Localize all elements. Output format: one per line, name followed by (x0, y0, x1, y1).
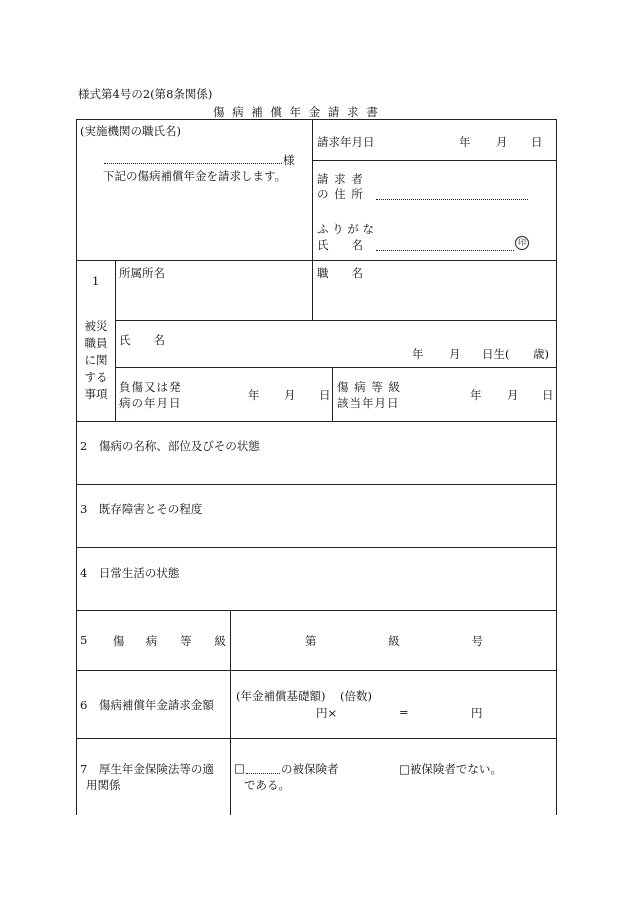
form-number: 様式第4号の2(第8条関係) (78, 87, 213, 101)
institution-label: (実施機関の職氏名) (80, 124, 181, 138)
base-amount-field[interactable]: 円× (316, 706, 338, 720)
claimant-address-label-1: 請 求 者 (317, 172, 364, 186)
grade-date-year[interactable]: 年 (470, 388, 482, 402)
form-title: 傷 病 補 償 年 金 請 求 書 (213, 105, 380, 119)
sama-honorific: 様 (283, 153, 295, 167)
seal-icon: 印 (515, 236, 529, 250)
request-statement: 下記の傷病補償年金を請求します。 (103, 169, 287, 183)
section1-side-label: 被災 職員 に関 する 事項 (84, 319, 108, 401)
position-label: 職 名 (317, 266, 363, 280)
request-date-month[interactable]: 月 (496, 135, 508, 149)
age[interactable]: 歳) (533, 347, 549, 361)
section3-label: 3 既存障害とその程度 (80, 502, 203, 516)
claimant-address-label-2: の 住 所 (317, 187, 364, 201)
claimant-address-field[interactable] (376, 199, 528, 200)
injury-date-label-2: 病の年月日 (119, 396, 182, 410)
injury-date-month[interactable]: 月 (284, 388, 296, 402)
claimant-name-field[interactable] (376, 250, 514, 251)
injury-date-label-1: 負傷又は発 (119, 380, 182, 394)
base-amount-label: (年金補償基礎額) (236, 689, 326, 703)
birth-year[interactable]: 年 (412, 347, 424, 361)
victim-name-label: 氏 名 (119, 333, 165, 347)
grade-date-label-2: 該当年月日 (337, 396, 400, 410)
section2-label: 2 傷病の名称、部位及びその状態 (80, 439, 260, 453)
request-date-year[interactable]: 年 (459, 135, 471, 149)
injury-date-day[interactable]: 日 (319, 388, 331, 402)
equals-sign: = (399, 705, 409, 719)
institution-name-field[interactable] (104, 163, 282, 164)
birth-day[interactable]: 日生( (482, 347, 510, 361)
insured-label: の被保険者 (281, 762, 339, 776)
section5-grade-value[interactable]: 第 級 号 (305, 634, 483, 648)
section5-label: 5 傷 病 等 級 (80, 633, 226, 648)
office-name-label: 所属所名 (119, 266, 165, 280)
request-date-label: 請求年月日 (317, 135, 375, 149)
grade-date-day[interactable]: 日 (542, 388, 554, 402)
section7-label-1: 7 厚生年金保険法等の適 (80, 762, 214, 776)
insurance-type-field[interactable] (246, 773, 280, 774)
claimant-name-label: 氏 名 (317, 238, 363, 252)
multiplier-label: (倍数) (340, 689, 372, 703)
section6-label: 6 傷病補償年金請求金額 (80, 698, 214, 712)
insured-checkbox[interactable]: □ (234, 761, 245, 775)
not-insured-checkbox[interactable]: □被保険者でない。 (399, 762, 502, 776)
section7-label-2: 用関係 (86, 778, 121, 792)
section4-label: 4 日常生活の状態 (80, 566, 180, 580)
birth-month[interactable]: 月 (449, 347, 461, 361)
insured-label-line2: である。 (244, 778, 290, 792)
furigana-label: ふ り が な (317, 222, 374, 236)
grade-date-month[interactable]: 月 (507, 388, 519, 402)
grade-date-label-1: 傷 病 等 級 (337, 380, 401, 394)
injury-date-year[interactable]: 年 (248, 388, 260, 402)
section1-number: 1 (92, 274, 100, 288)
total-amount-field[interactable]: 円 (471, 706, 483, 720)
request-date-day[interactable]: 日 (531, 135, 543, 149)
